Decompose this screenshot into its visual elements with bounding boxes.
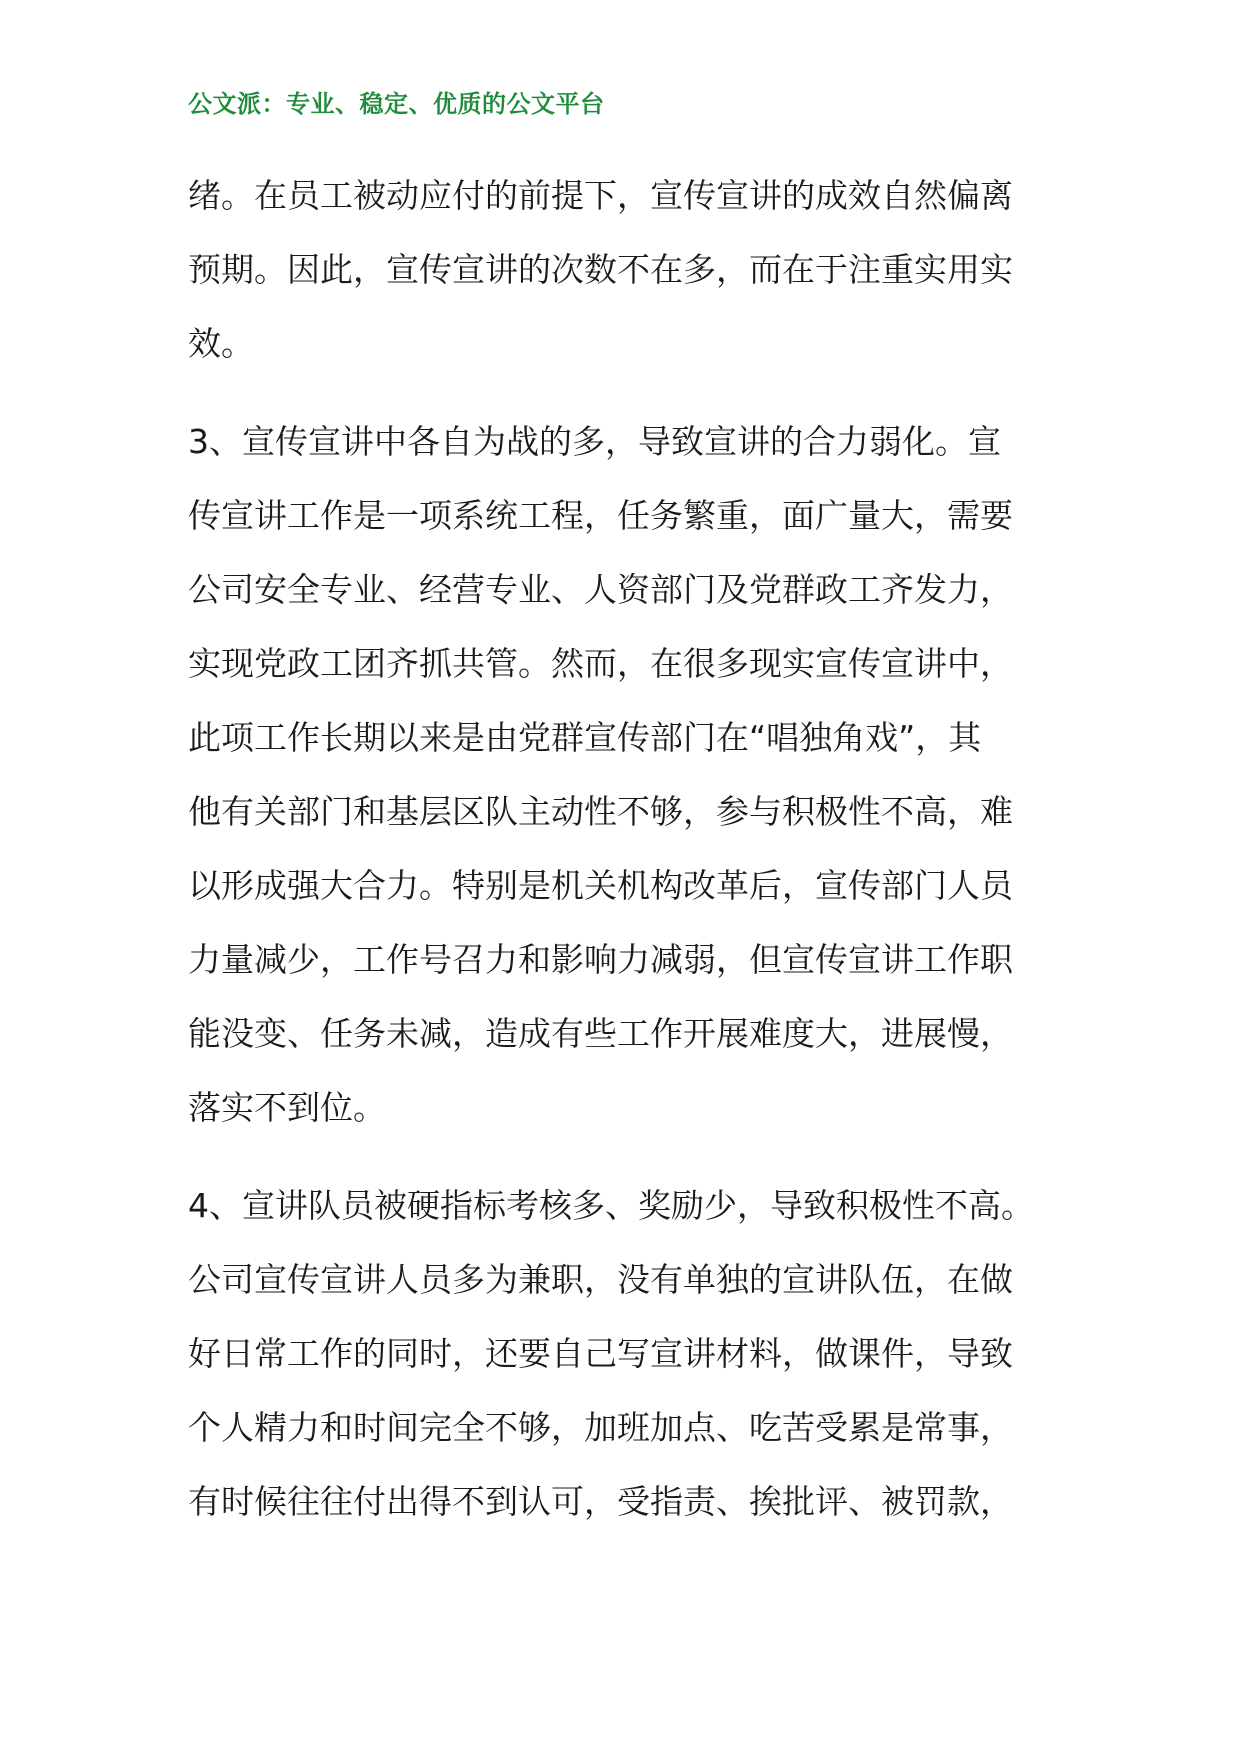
body-line: 以形成强大合力。特别是机关机构改革后，宣传部门人员: [188, 866, 1013, 905]
body-line: 此项工作长期以来是由党群宣传部门在“唱独角戏”，其: [188, 718, 982, 757]
body-line: 力量减少，工作号召力和影响力减弱，但宣传宣讲工作职: [188, 940, 1013, 979]
body-line: 公司安全专业、经营专业、人资部门及党群政工齐发力，: [188, 570, 1013, 609]
body-line: 效。: [188, 324, 254, 363]
body-line: 能没变、任务未减，造成有些工作开展难度大，进展慢，: [188, 1014, 1013, 1053]
body-line: 3、宣传宣讲中各自为战的多，导致宣讲的合力弱化。宣: [188, 422, 1001, 461]
body-line: 他有关部门和基层区队主动性不够，参与积极性不高，难: [188, 792, 1013, 831]
body-line: 4、宣讲队员被硬指标考核多、奖励少，导致积极性不高。: [188, 1186, 1034, 1225]
body-line: 绪。在员工被动应付的前提下，宣传宣讲的成效自然偏离: [188, 176, 1013, 215]
body-line: 有时候往往付出得不到认可，受指责、挨批评、被罚款，: [188, 1482, 1013, 1521]
body-line: 好日常工作的同时，还要自己写宣讲材料，做课件，导致: [188, 1334, 1013, 1373]
body-line: 实现党政工团齐抓共管。然而，在很多现实宣传宣讲中，: [188, 644, 1013, 683]
body-line: 公司宣传宣讲人员多为兼职，没有单独的宣讲队伍，在做: [188, 1260, 1013, 1299]
body-line: 传宣讲工作是一项系统工程，任务繁重，面广量大，需要: [188, 496, 1013, 535]
body-line: 预期。因此，宣传宣讲的次数不在多，而在于注重实用实: [188, 250, 1013, 289]
body-line: 个人精力和时间完全不够，加班加点、吃苦受累是常事，: [188, 1408, 1013, 1447]
body-line: 落实不到位。: [188, 1088, 386, 1127]
page-header: 公文派：专业、稳定、优质的公文平台: [188, 90, 605, 118]
